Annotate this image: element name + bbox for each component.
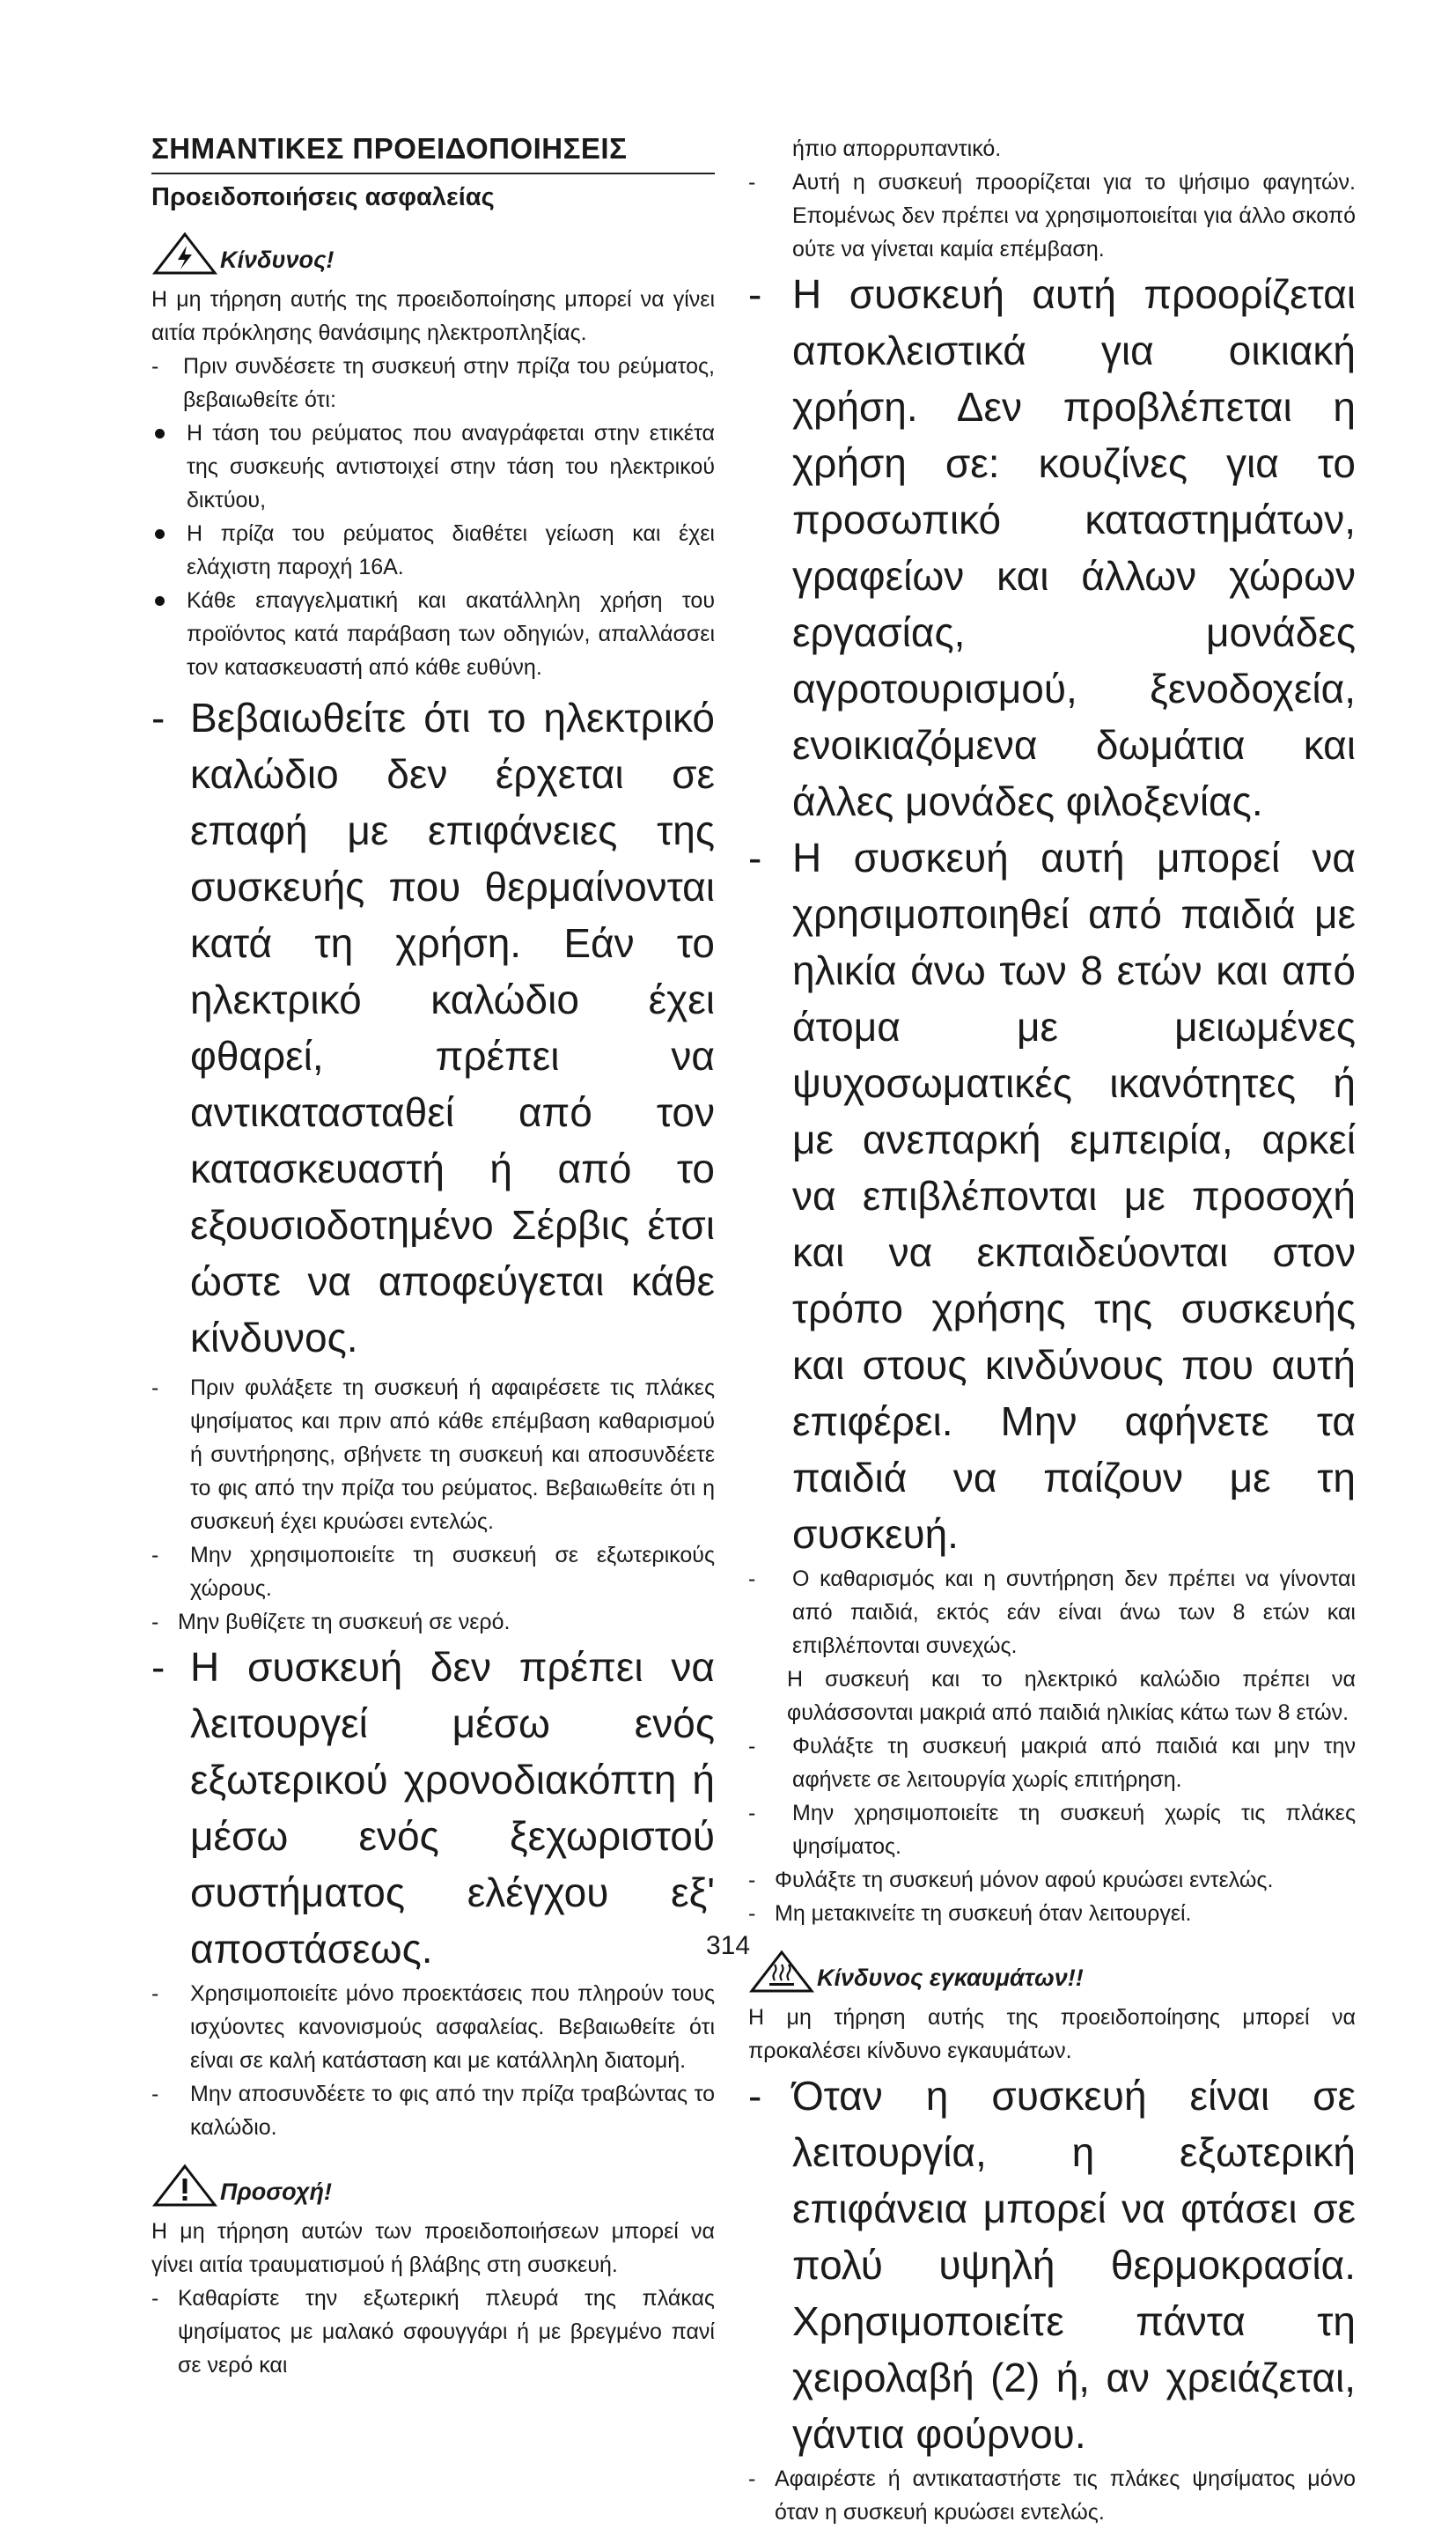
- list-item: - Η συσκευή αυτή μπορεί να χρησιμοποιηθεί από παιδιά με ηλικία άνω των 8 ετών και από άτομα με μειωμένες ψυχοσωματικές ικανότητες ή με ανεπαρκή εμπειρία, αρκεί να επιβλέπονται με προσοχή και να εκπαιδεύονται στον τρόπο χρήσης της συσκευής και στους κινδύνους που αυτή επιφέρει. Μην αφήνετε τα παιδιά να παίζουν με τη συσκευή.: [748, 829, 1356, 1562]
- children-use-text: Η συσκευή αυτή μπορεί να χρησιμοποιηθεί από παιδιά με ηλικία άνω των 8 ετών και από άτομα με μειωμένες ψυχοσωματικές ικανότητες ή με ανεπαρκή εμπειρία, αρκεί να επιβλέπονται με προσοχή και να εκπαιδεύονται στον τρόπο χρήσης της συσκευής και στους κινδύνους που αυτή επιφέρει. Μην αφήνετε τα παιδιά να παίζουν με τη συσκευή.: [792, 835, 1356, 1557]
- list-item: - Όταν η συσκευή είναι σε λειτουργία, η εξωτερική επιφάνεια μπορεί να φτάσει σε πολύ υψηλή θερμοκρασία. Χρησιμοποιείτε πάντα τη χειρολαβή (2) ή, αν χρειάζεται, γάντια φούρνου.: [748, 2068, 1356, 2462]
- burn-label: Κίνδυνος εγκαυμάτων!!: [817, 1965, 1084, 1991]
- danger-label: Κίνδυνος!: [220, 247, 335, 273]
- list-item: - Αυτή η συσκευή προορίζεται για το ψήσιμο φαγητών. Επομένως δεν πρέπει να χρησιμοποιείται για άλλο σκοπό ούτε να γίνεται καμία επέμβαση.: [748, 170, 1356, 262]
- page-title: ΣΗΜΑΝΤΙΚΕΣ ΠΡΟΕΙΔΟΠΟΙΗΣΕΙΣ: [151, 132, 715, 174]
- list-item: - Μην χρησιμοποιείτε τη συσκευή σε εξωτερικούς χώρους.: [151, 1543, 715, 1601]
- list-item: - Φυλάξτε τη συσκευή μακριά από παιδιά και μην την αφήνετε σε λειτουργία χωρίς επιτήρηση.: [748, 1734, 1356, 1792]
- list-item: - Φυλάξτε τη συσκευή μόνον αφού κρυώσει εντελώς.: [748, 1868, 1274, 1892]
- plug-check-text: Πριν συνδέσετε τη συσκευή στην πρίζα του ρεύματος, βεβαιωθείτε ότι:: [183, 354, 715, 412]
- domestic-use-text: Η συσκευή αυτή προορίζεται αποκλειστικά για οικιακή χρήση. Δεν προβλέπεται η χρήση σε: κουζίνες για το προσωπικό καταστημάτων, γραφείων και άλλων χώρων εργασίας, μονάδες αγροτουρισμού, ξενοδοχεία, ενοικιαζόμενα δωμάτια και άλλες μονάδες φιλοξενίας.: [792, 271, 1356, 824]
- bullet-item: Η πρίζα του ρεύματος διαθέτει γείωση και έχει ελάχιστη παροχή 16A.: [151, 517, 715, 584]
- exclamation-warning-icon: [151, 2164, 218, 2208]
- list-item: - Ο καθαρισμός και η συντήρηση δεν πρέπει να γίνονται από παιδιά, εκτός εάν είναι άνω των 8 ετών και επιβλέπονται συνεχώς.: [748, 1567, 1356, 1658]
- hot-surface-text: Όταν η συσκευή είναι σε λειτουργία, η εξωτερική επιφάνεια μπορεί να φτάσει σε πολύ υψηλή θερμοκρασία. Χρησιμοποιείτε πάντα τη χειρολαβή (2) ή, αν χρειάζεται, γάντια φούρνου.: [792, 2073, 1356, 2457]
- page-number: 314: [705, 1931, 751, 1960]
- bullet-icon: [151, 417, 187, 517]
- list-item: - Μην χρησιμοποιείτε τη συσκευή χωρίς τις πλάκες ψησίματος.: [748, 1801, 1356, 1859]
- bullet-icon: [151, 517, 187, 584]
- caution-warning-header: [151, 2164, 715, 2208]
- list-item: - Μην αποσυνδέετε το φις από την πρίζα τραβώντας το καλώδιο.: [151, 2082, 715, 2140]
- bullet-item: Η τάση του ρεύματος που αναγράφεται στην ετικέτα της συσκευής αντιστοιχεί στην τάση του ηλεκτρικού δικτύου,: [151, 417, 715, 517]
- list-item: - Πριν φυλάξετε τη συσκευή ή αφαιρέσετε τις πλάκες ψησίματος και πριν από κάθε επέμβαση καθαρισμού ή συντήρησης, σβήνετε τη συσκευή και αποσυνδέετε το φις από την πρίζα του ρεύματος. Βεβαιωθείτε ότι η συσκευή έχει κρυώσει εντελώς.: [151, 1375, 715, 1534]
- left-column: [151, 132, 715, 2382]
- right-column: [748, 132, 1356, 2529]
- danger-intro: Η μη τήρηση αυτής της προειδοποίησης μπορεί να γίνει αιτία πρόκλησης θανάσιμης ηλεκτροπληξίας.: [151, 287, 715, 345]
- bullet-item: Κάθε επαγγελματική και ακατάλληλη χρήση του προϊόντος κατά παράβαση των οδηγιών, απαλλάσσει τον κατασκευαστή από κάθε ευθύνη.: [151, 584, 715, 684]
- list-item: - Η συσκευή δεν πρέπει να λειτουργεί μέσω ενός εξωτερικού χρονοδιακόπτη ή μέσω ενός ξεχωριστού συστήματος ελέγχου εξ' αποστάσεως.: [151, 1639, 715, 1977]
- list-item: - Αφαιρέστε ή αντικαταστήστε τις πλάκες ψησίματος μόνο όταν η συσκευή κρυώσει εντελώς.: [748, 2466, 1356, 2525]
- list-item: - Μην βυθίζετε τη συσκευή σε νερό.: [151, 1610, 511, 1634]
- burn-intro: Η μη τήρηση αυτής της προειδοποίησης μπορεί να προκαλέσει κίνδυνο εγκαυμάτων.: [748, 2005, 1356, 2063]
- timer-warning-text: Η συσκευή δεν πρέπει να λειτουργεί μέσω ενός εξωτερικού χρονοδιακόπτη ή μέσω ενός ξεχωριστού συστήματος ελέγχου εξ' αποστάσεως.: [190, 1644, 715, 1972]
- list-item: - Βεβαιωθείτε ότι το ηλεκτρικό καλώδιο δεν έρχεται σε επαφή με επιφάνειες της συσκευής που θερμαίνονται κατά τη χρήση. Εάν το ηλεκτρικό καλώδιο έχει φθαρεί, πρέπει να αντικατασταθεί από τον κατασκευαστή ή από το εξουσιοδοτημένο Σέρβις έτσι ώστε να αποφεύγεται κάθε κίνδυνος.: [151, 689, 715, 1366]
- list-item: - Πριν συνδέσετε τη συσκευή στην πρίζα του ρεύματος, βεβαιωθείτε ότι:: [151, 350, 715, 417]
- list-item: - Μη μετακινείτε τη συσκευή όταν λειτουργεί.: [748, 1901, 1192, 1926]
- list-item: - Χρησιμοποιείτε μόνο προεκτάσεις που πληρούν τους ισχύοντες κανονισμούς ασφαλείας. Βεβαιωθείτε ότι είναι σε καλή κατάσταση και με κατάλληλη διατομή.: [151, 1981, 715, 2073]
- danger-warning-header: [151, 232, 715, 276]
- bullet-icon: [151, 584, 187, 684]
- list-item: - Η συσκευή αυτή προορίζεται αποκλειστικά για οικιακή χρήση. Δεν προβλέπεται η χρήση σε: κουζίνες για το προσωπικό καταστημάτων, γραφείων και άλλων χώρων εργασίας, μονάδες αγροτουρισμού, ξενοδοχεία, ενοικιαζόμενα δωμάτια και άλλες μονάδες φιλοξενίας.: [748, 266, 1356, 829]
- caution-label: Προσοχή!: [220, 2179, 332, 2205]
- electric-shock-warning-icon: [151, 232, 218, 276]
- caution-intro: Η μη τήρηση αυτών των προειδοποιήσεων μπορεί να γίνει αιτία τραυματισμού ή βλάβης στη συσκευή.: [151, 2219, 715, 2277]
- section-subtitle: Προειδοποιήσεις ασφαλείας: [151, 183, 495, 211]
- cable-warning-text: Βεβαιωθείτε ότι το ηλεκτρικό καλώδιο δεν έρχεται σε επαφή με επιφάνειες της συσκευής που θερμαίνονται κατά τη χρήση. Εάν το ηλεκτρικό καλώδιο έχει φθαρεί, πρέπει να αντικατασταθεί από τον κατασκευαστή ή από το εξουσιοδοτημένο Σέρβις έτσι ώστε να αποφεύγεται κάθε κίνδυνος.: [190, 695, 715, 1360]
- list-item: - Καθαρίστε την εξωτερική πλευρά της πλάκας ψησίματος με μαλακό σφουγγάρι ή με βρεγμένο πανί σε νερό και: [151, 2286, 715, 2378]
- keep-away-text: Η συσκευή και το ηλεκτρικό καλώδιο πρέπει να φυλάσσονται μακριά από παιδιά ηλικίας κάτω των 8 ετών.: [787, 1667, 1356, 1725]
- clean-continuation: ήπιο απορρυπαντικό.: [792, 136, 1002, 161]
